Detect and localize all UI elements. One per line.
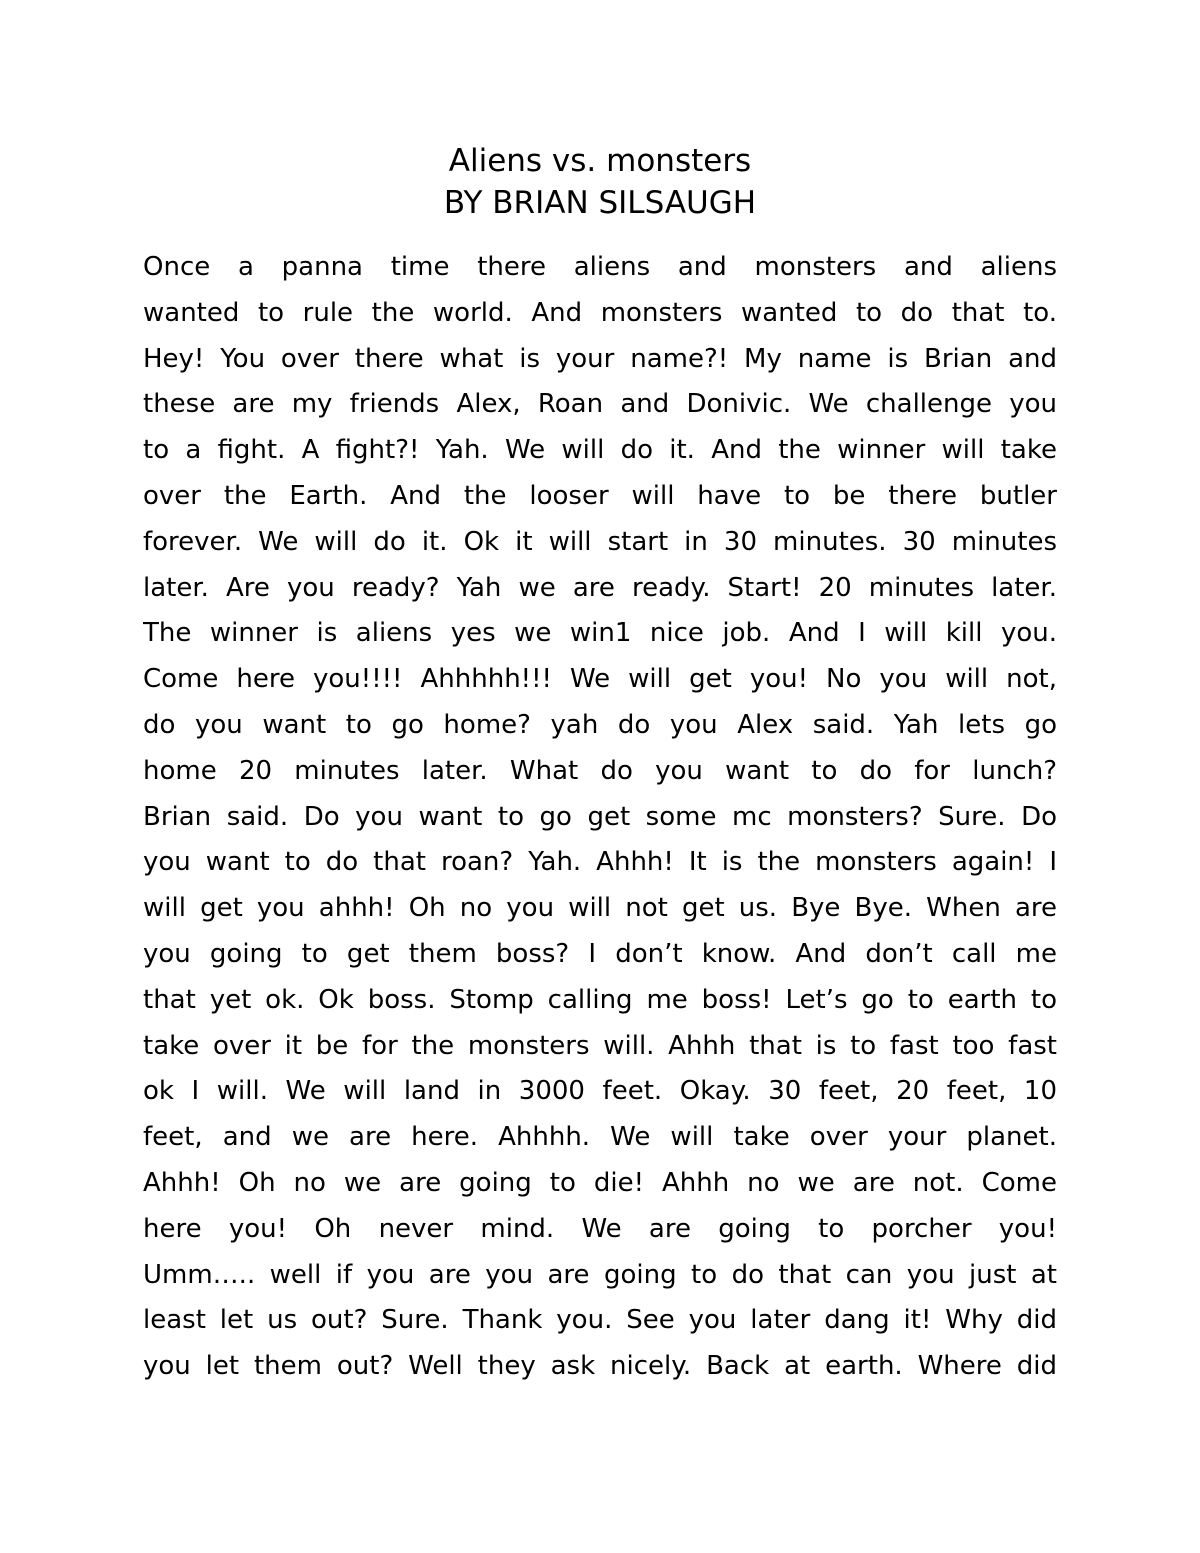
text-line: wanted to rule the world. And monsters wanted to do that to. [143, 297, 1057, 328]
text-line: do you want to go home? yah do you Alex said. Yah lets go [143, 709, 1057, 740]
text-line: Umm….. well if you are you are going to do that can you just at [143, 1259, 1057, 1290]
text-line: Once a panna time there aliens and monsters and aliens [143, 252, 1057, 282]
text-line: home 20 minutes later. What do you want to do for lunch? [143, 755, 1057, 786]
text-line: ok I will. We will land in 3000 feet. Okay. 30 feet, 20 feet, 10 [143, 1076, 1057, 1107]
text-line: Ahhh! Oh no we are going to die! Ahhh no we are not. Come [143, 1167, 1057, 1198]
text-line: Hey! You over there what is your name?! My name is Brian and [143, 343, 1057, 374]
text-line: forever. We will do it. Ok it will start in 30 minutes. 30 minutes [143, 526, 1057, 557]
text-line: that yet ok. Ok boss. Stomp calling me boss! Let’s go to earth to [143, 984, 1057, 1015]
text-line: feet, and we are here. Ahhhh. We will take over your planet. [143, 1122, 1057, 1153]
story-body [143, 245, 1057, 1390]
text-line: here you! Oh never mind. We are going to porcher you! [143, 1213, 1057, 1244]
text-line: you want to do that roan? Yah. Ahhh! It is the monsters again! I [143, 847, 1057, 878]
text-line: least let us out? Sure. Thank you. See you later dang it! Why did [143, 1305, 1057, 1336]
title-block [0, 140, 1200, 224]
text-line: will get you ahhh! Oh no you will not get us. Bye Bye. When are [143, 893, 1057, 924]
text-line: take over it be for the monsters will. Ahhh that is to fast too fast [143, 1030, 1057, 1061]
story-author: BY BRIAN SILSAUGH [443, 185, 757, 221]
text-line: Come here you!!!! Ahhhhh!!! We will get you! No you will not, [143, 664, 1057, 695]
text-line: you going to get them boss? I don’t know. And don’t call me [143, 938, 1057, 969]
story-title: Aliens vs. monsters [448, 143, 752, 179]
text-line: to a fight. A fight?! Yah. We will do it. And the winner will take [143, 435, 1057, 466]
text-line: Brian said. Do you want to go get some mc monsters? Sure. Do [143, 801, 1057, 832]
text-line: you let them out? Well they ask nicely. Back at earth. Where did [143, 1351, 1057, 1382]
text-line: these are my friends Alex, Roan and Donivic. We challenge you [143, 389, 1057, 420]
text-line: The winner is aliens yes we win1 nice job. And I will kill you. [143, 618, 1057, 649]
text-line: later. Are you ready? Yah we are ready. Start! 20 minutes later. [143, 572, 1057, 603]
text-line: over the Earth. And the looser will have to be there butler [143, 480, 1057, 511]
